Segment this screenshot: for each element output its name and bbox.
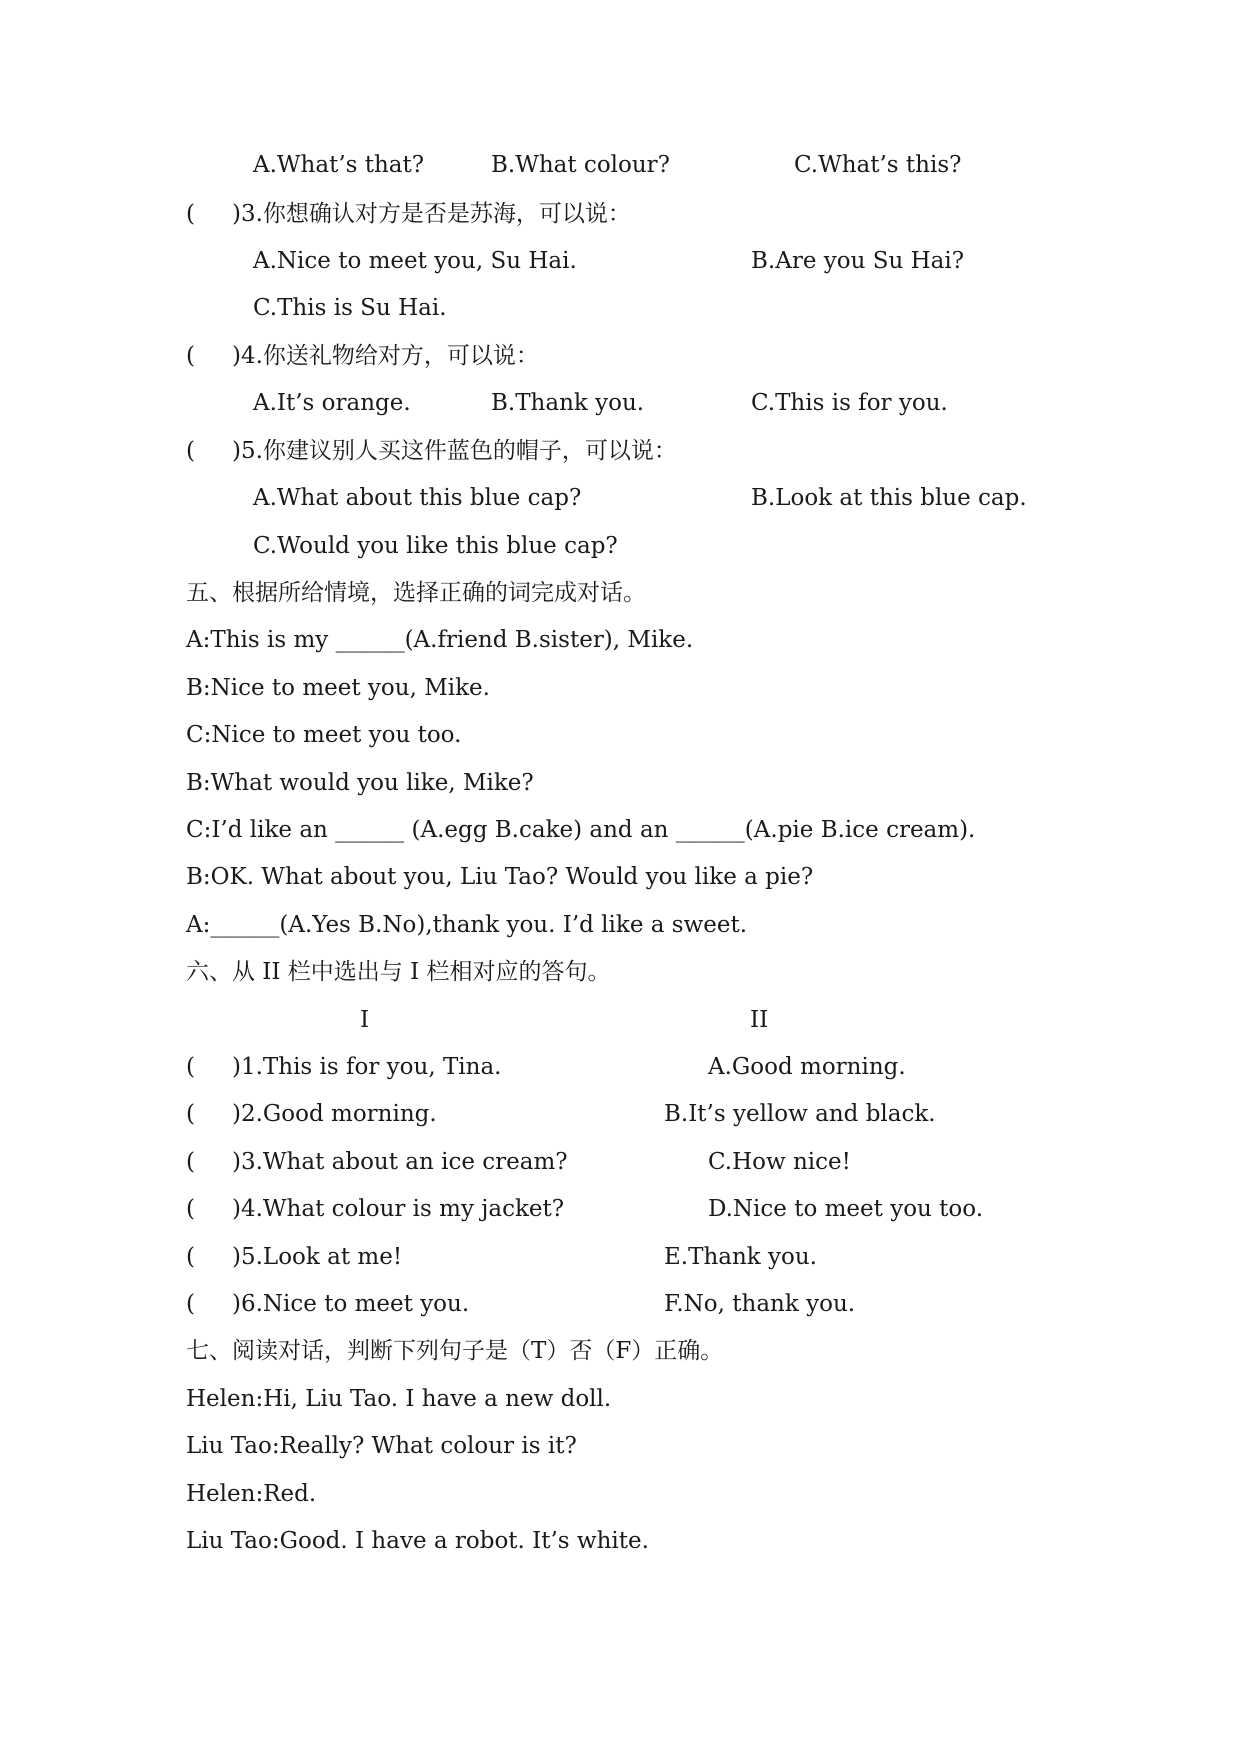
part6-heading-text: 六、从 II 栏中选出与 I 栏相对应的答句。 (186, 959, 611, 985)
part6-row5-paren: ( (186, 1244, 195, 1270)
part6-row (0, 1189, 1241, 1229)
q2-option-a: A.What’s that? (253, 152, 425, 178)
part6-row1-right: A.Good morning. (708, 1054, 906, 1080)
part6-row6-paren: ( (186, 1291, 195, 1317)
part6-row3-left: )3.What about an ice cream? (232, 1149, 568, 1175)
q5-options-line1 (0, 478, 1241, 518)
part5-line-7: A:______(A.Yes B.No),thank you. I’d like a sweet. (186, 912, 748, 938)
part6-row2-paren: ( (186, 1101, 195, 1127)
part7-dialog-line (0, 1521, 1241, 1561)
part5-line-1: A:This is my ______(A.friend B.sister), Mike. (186, 627, 694, 653)
part5-dialog-line (0, 763, 1241, 803)
part6-row1-left: )1.This is for you, Tina. (232, 1054, 502, 1080)
part5-dialog-line (0, 810, 1241, 850)
q2-option-c: C.What’s this? (794, 152, 962, 178)
part7-line-2: Liu Tao:Really? What colour is it? (186, 1433, 577, 1459)
q2-option-b: B.What colour? (491, 152, 671, 178)
part7-dialog-line (0, 1379, 1241, 1419)
part6-row6-right: F.No, thank you. (664, 1291, 856, 1317)
q4-option-c: C.This is for you. (751, 390, 948, 416)
part7-line-4: Liu Tao:Good. I have a robot. It’s white. (186, 1528, 649, 1554)
part7-heading (0, 1331, 1241, 1371)
q3-stem-line (0, 194, 1241, 234)
part6-row (0, 1284, 1241, 1324)
part5-heading (0, 573, 1241, 613)
part5-line-3: C:Nice to meet you too. (186, 722, 462, 748)
q5-option-a: A.What about this blue cap? (253, 485, 582, 511)
q5-option-c: C.Would you like this blue cap? (253, 533, 618, 559)
part7-line-3: Helen:Red. (186, 1481, 317, 1507)
part6-row5-right: E.Thank you. (664, 1244, 817, 1270)
q3-options-line2 (0, 288, 1241, 328)
part7-heading-text: 七、阅读对话，判断下列句子是（T）否（F）正确。 (186, 1338, 724, 1364)
part5-dialog-line (0, 620, 1241, 660)
part6-column-headers (0, 1000, 1241, 1040)
part6-row5-left: )5.Look at me! (232, 1244, 403, 1270)
q3-option-b: B.Are you Su Hai? (751, 248, 965, 274)
part6-row1-paren: ( (186, 1054, 195, 1080)
q4-option-b: B.Thank you. (491, 390, 645, 416)
part5-line-2: B:Nice to meet you, Mike. (186, 675, 490, 701)
part5-line-4: B:What would you like, Mike? (186, 770, 534, 796)
part6-row (0, 1142, 1241, 1182)
part7-line-1: Helen:Hi, Liu Tao. I have a new doll. (186, 1386, 612, 1412)
part6-row6-left: )6.Nice to meet you. (232, 1291, 470, 1317)
part6-row4-paren: ( (186, 1196, 195, 1222)
part5-heading-text: 五、根据所给情境，选择正确的词完成对话。 (186, 580, 646, 606)
q5-stem-line (0, 431, 1241, 471)
part6-row3-paren: ( (186, 1149, 195, 1175)
part6-row2-right: B.It’s yellow and black. (664, 1101, 936, 1127)
part7-dialog-line (0, 1426, 1241, 1466)
q3-answer-paren: ( (186, 201, 195, 227)
q5-stem: )5.你建议别人买这件蓝色的帽子，可以说： (232, 438, 677, 464)
part6-row (0, 1237, 1241, 1277)
q5-option-b: B.Look at this blue cap. (751, 485, 1027, 511)
part6-row (0, 1047, 1241, 1087)
part5-dialog-line (0, 668, 1241, 708)
part6-row (0, 1094, 1241, 1134)
part7-dialog-line (0, 1474, 1241, 1514)
part6-row3-right: C.How nice! (708, 1149, 851, 1175)
q3-stem: )3.你想确认对方是否是苏海，可以说： (232, 201, 631, 227)
part6-heading (0, 952, 1241, 992)
q4-stem: )4.你送礼物给对方，可以说： (232, 343, 539, 369)
q4-stem-line (0, 336, 1241, 376)
q3-option-c: C.This is Su Hai. (253, 295, 447, 321)
part5-line-6: B:OK. What about you, Liu Tao? Would you like a pie? (186, 864, 814, 890)
q2-options (0, 145, 1241, 185)
part6-row2-left: )2.Good morning. (232, 1101, 437, 1127)
part6-row4-left: )4.What colour is my jacket? (232, 1196, 565, 1222)
part5-dialog-line (0, 905, 1241, 945)
q3-option-a: A.Nice to meet you, Su Hai. (253, 248, 577, 274)
part6-col1-header: I (360, 1007, 370, 1033)
q4-answer-paren: ( (186, 343, 195, 369)
q4-option-a: A.It’s orange. (253, 390, 411, 416)
part5-dialog-line (0, 857, 1241, 897)
part6-col2-header: II (750, 1007, 769, 1033)
q4-options-line (0, 383, 1241, 423)
part6-row4-right: D.Nice to meet you too. (708, 1196, 984, 1222)
q3-options-line1 (0, 241, 1241, 281)
part5-dialog-line (0, 715, 1241, 755)
part5-line-5: C:I’d like an ______ (A.egg B.cake) and an ______(A.pie B.ice cream). (186, 817, 976, 843)
q5-answer-paren: ( (186, 438, 195, 464)
q5-options-line2 (0, 526, 1241, 566)
